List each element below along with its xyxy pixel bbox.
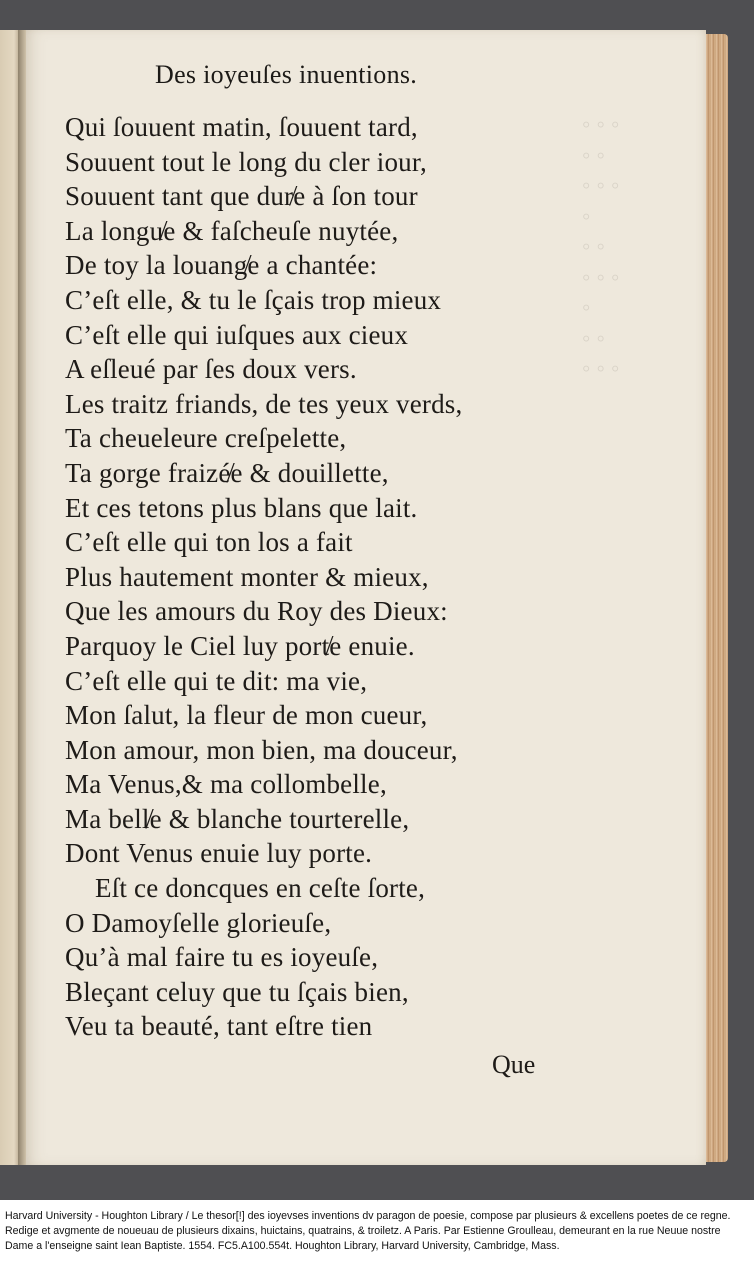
verse-line: C’eſt elle qui te dit: ma vie,: [65, 665, 368, 696]
verse-line: Veu ta beauté, tant eſtre tien: [65, 1011, 373, 1042]
image-caption: Harvard University - Houghton Library / Le thesor[!] des ioyevses inventions dv paragon de poesie, compose par plusieurs & excellens poetes de ce regne. Redige et avgmente de noueuau de plusieurs dixains, huictains, quatrains, & troiletz. A Paris. Par Estienne Groulleau, demeurant en la rue Neuue nostre Dame a l'enseigne saint Iean Baptiste. 1554. FC5.A100.554t. Houghton Library, Harvard University, Cambridge, Mass.: [5, 1210, 731, 1252]
verse-line: C’eſt elle qui ton los a fait: [65, 527, 353, 558]
catchword: Que: [492, 1050, 536, 1079]
book-gutter: [18, 30, 26, 1165]
verse-line: La longu̸e & faſcheuſe nuytée,: [65, 215, 399, 246]
verse-line: Qui ſouuent matin, ſouuent tard,: [65, 112, 418, 142]
verse-line: Mon amour, mon bien, ma douceur,: [65, 734, 458, 765]
running-head: Des ioyeuſes inuentions.: [155, 60, 418, 89]
verse-line: Bleçant celuy que tu ſçais bien,: [65, 976, 409, 1007]
verse-line: Mon ſalut, la fleur de mon cueur,: [65, 700, 428, 731]
verse-line: C’eſt elle qui iuſques aux cieux: [65, 319, 409, 350]
verse-line: Eſt ce doncques en ceſte ſorte,: [95, 873, 426, 904]
verse-line: Qu’à mal faire tu es ioyeuſe,: [65, 942, 379, 973]
verse-line: Que les amours du Roy des Dieux:: [65, 596, 448, 627]
verse-line: Souuent tant que dur̸e à ſon tour: [65, 181, 418, 212]
verse-text: [65, 110, 685, 1044]
verse-line: Ta cheueleure creſpelette,: [65, 423, 347, 454]
verse-line: O Damoyſelle glorieuſe,: [65, 907, 332, 938]
verse-line: A eſleué par ſes doux vers.: [65, 354, 357, 385]
verse-line: C’eſt elle, & tu le ſçais trop mieux: [65, 284, 442, 315]
facing-page-edge: [0, 30, 20, 1165]
show-through-text: ◦ ◦ ◦ ◦ ◦ ◦ ◦ ◦ ◦ ◦ ◦ ◦ ◦ ◦ ◦ ◦ ◦ ◦ ◦ ◦: [582, 112, 620, 382]
verse-line: Ta gorge fraizé̸e & douillette,: [65, 457, 389, 488]
verse-line: Parquoy le Ciel luy port̸e enuie.: [65, 630, 415, 661]
verse-line: Les traitz friands, de tes yeux verds,: [65, 388, 463, 419]
verse-line: Ma Venus,& ma collombelle,: [65, 769, 387, 800]
verse-line: Dont Venus enuie luy porte.: [65, 838, 373, 869]
verse-line: Plus hautement monter & mieux,: [65, 561, 429, 592]
verse-line: Ma bell̸e & blanche tourterelle,: [65, 803, 410, 834]
verse-line: De toy la louang̸e a chantée:: [65, 250, 378, 281]
verse-line: Et ces tetons plus blans que lait.: [65, 492, 418, 523]
verse-line: Souuent tout le long du cler iour,: [65, 146, 427, 177]
